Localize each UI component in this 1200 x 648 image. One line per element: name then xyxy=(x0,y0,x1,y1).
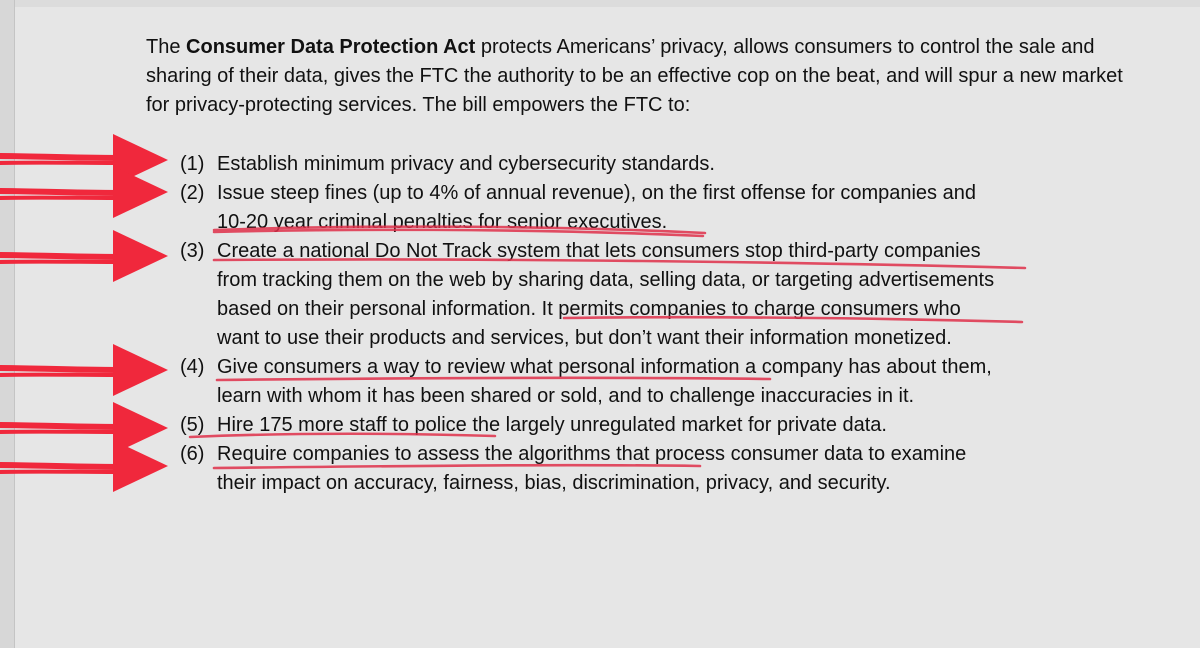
item-text: Create a national Do Not Track system that lets consumers stop third-party companies from tracking them on the web by sharing data, selling data, or targeting advertisements based on their personal information. It permits companies to charge consumers who want to use their products and services, but don’t want their information monetized. xyxy=(217,240,995,349)
list-item xyxy=(180,411,1180,440)
item-number: (2) xyxy=(180,182,205,204)
item-text: Hire 175 more staff to police the largely unregulated market for private data. xyxy=(217,414,887,436)
item-number: (5) xyxy=(180,414,205,436)
item-number: (6) xyxy=(180,443,205,465)
item-text: Issue steep fines (up to 4% of annual revenue), on the first offense for companies and 10-20 year criminal penalties for senior executives. xyxy=(217,182,976,233)
item-number: (3) xyxy=(180,240,205,262)
list-item xyxy=(180,440,1180,498)
intro-body: protects Americans’ privacy, allows consumers to control the sale and sharing of their data, gives the FTC the authority to be an effective cop on the beat, and will spur a new market for privacy-protecting services. The bill empowers the FTC to: xyxy=(146,36,1123,116)
list-item xyxy=(180,150,1180,179)
item-text: Require companies to assess the algorithms that process consumer data to examine their impact on accuracy, fairness, bias, discrimination, privacy, and security. xyxy=(217,443,967,494)
list-item xyxy=(180,237,1180,353)
list-item xyxy=(180,179,1180,237)
item-number: (4) xyxy=(180,356,205,378)
act-name: Consumer Data Protection Act xyxy=(186,36,476,58)
item-text: Establish minimum privacy and cybersecurity standards. xyxy=(217,153,715,175)
powers-list xyxy=(180,150,1180,498)
list-item xyxy=(180,353,1180,411)
window-left-edge xyxy=(0,0,15,648)
intro-paragraph xyxy=(146,33,1146,120)
intro-lead: The xyxy=(146,36,187,58)
top-strip xyxy=(15,0,1200,7)
item-number: (1) xyxy=(180,153,205,175)
item-text: Give consumers a way to review what personal information a company has about them, learn with whom it has been shared or sold, and to challenge inaccuracies in it. xyxy=(217,356,992,407)
